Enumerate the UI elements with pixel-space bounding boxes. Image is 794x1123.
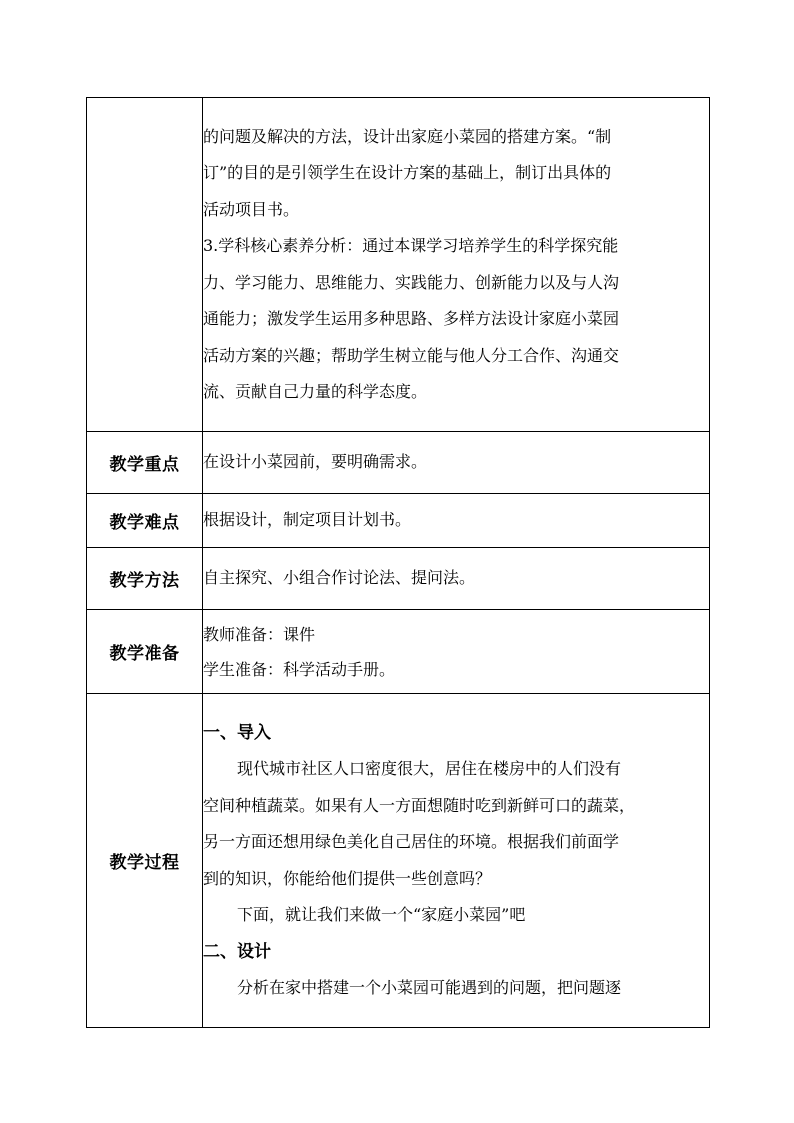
row-label-empty bbox=[87, 98, 203, 432]
lesson-plan-table bbox=[86, 97, 710, 1028]
text-line: 现代城市社区人口密度很大，居住在楼房中的人们没有 bbox=[237, 759, 622, 778]
text-line: 根据设计，制定项目计划书。 bbox=[203, 510, 412, 530]
table-row bbox=[87, 432, 710, 494]
table-row bbox=[87, 98, 710, 432]
process-content bbox=[203, 694, 710, 1028]
text-line: 下面，就让我们来做一个“家庭小菜园”吧 bbox=[237, 905, 526, 924]
text-line: 通能力；激发学生运用多种思路、多样方法设计家庭小菜园 bbox=[203, 309, 620, 328]
text-line: 教师准备：课件 bbox=[203, 624, 316, 644]
difficulties-content bbox=[203, 494, 710, 548]
text-line: 订”的目的是引领学生在设计方案的基础上，制订出具体的 bbox=[203, 163, 612, 182]
text-line: 在设计小菜园前，要明确需求。 bbox=[203, 452, 428, 472]
text-line: 空间种植蔬菜。如果有人一方面想随时吃到新鲜可口的蔬菜， bbox=[203, 795, 636, 815]
text-line: 3.学科核心素养分析：通过本课学习培养学生的科学探究能 bbox=[203, 236, 619, 255]
analysis-content bbox=[203, 98, 710, 432]
methods-content bbox=[203, 548, 710, 610]
section-heading-design: 二、设计 bbox=[203, 941, 271, 962]
row-label-methods: 教学方法 bbox=[87, 548, 203, 610]
table-row bbox=[87, 610, 710, 694]
preparation-content bbox=[203, 610, 710, 694]
table-row bbox=[87, 694, 710, 1028]
row-label-difficulties: 教学难点 bbox=[87, 494, 203, 548]
text-line: 分析在家中搭建一个小菜园可能遇到的问题，把问题逐 bbox=[237, 978, 622, 997]
text-line: 的问题及解决的方法，设计出家庭小菜园的搭建方案。“制 bbox=[203, 126, 612, 146]
text-line: 活动项目书。 bbox=[203, 199, 300, 219]
section-heading-intro: 一、导入 bbox=[203, 722, 271, 743]
text-line: 学生准备：科学活动手册。 bbox=[203, 659, 396, 679]
key-points-content bbox=[203, 432, 710, 494]
text-line: 活动方案的兴趣；帮助学生树立能与他人分工合作、沟通交 bbox=[203, 345, 620, 365]
row-label-process: 教学过程 bbox=[87, 694, 203, 1028]
row-label-key-points: 教学重点 bbox=[87, 432, 203, 494]
text-line: 到的知识，你能给他们提供一些创意吗？ bbox=[203, 868, 492, 888]
text-line: 另一方面还想用绿色美化自己居住的环境。根据我们前面学 bbox=[203, 832, 620, 851]
row-label-preparation: 教学准备 bbox=[87, 610, 203, 694]
table-row bbox=[87, 548, 710, 610]
text-line: 自主探究、小组合作讨论法、提问法。 bbox=[203, 568, 476, 588]
text-line: 力、学习能力、思维能力、实践能力、创新能力以及与人沟 bbox=[203, 272, 620, 292]
text-line: 流、贡献自己力量的科学态度。 bbox=[203, 382, 428, 401]
table-row bbox=[87, 494, 710, 548]
